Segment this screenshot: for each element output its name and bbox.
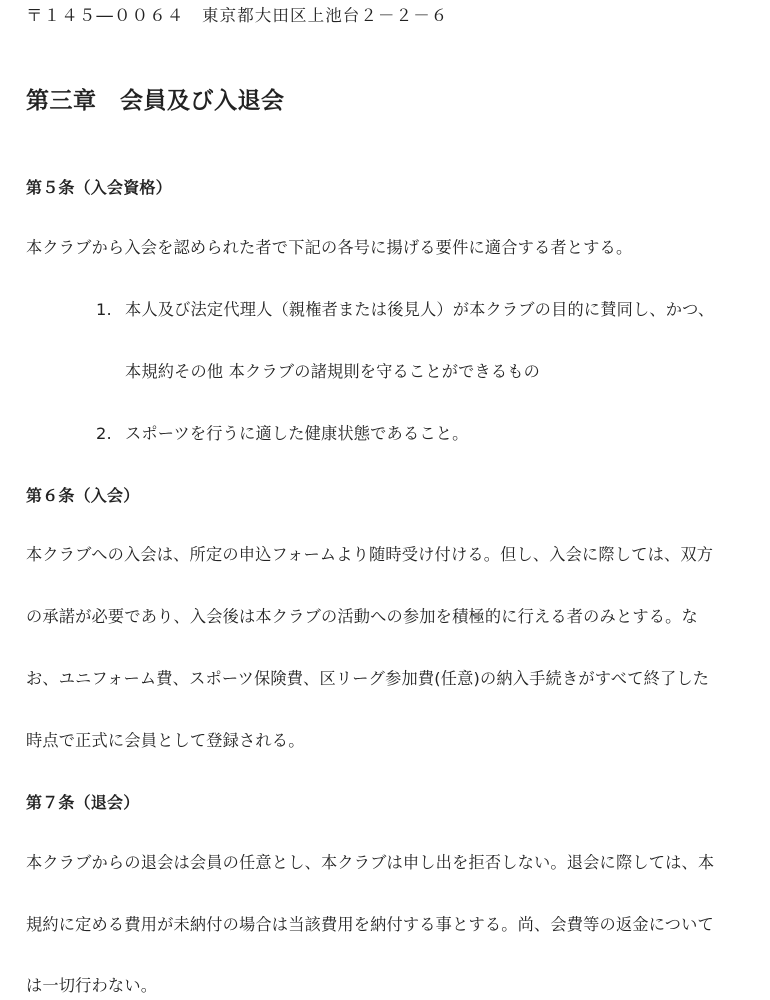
chapter-title: 第三章 会員及び入退会	[26, 88, 285, 114]
list-item-number: 2.	[96, 424, 112, 443]
article-7-line: は一切行わない。	[26, 976, 158, 995]
postal-address: 〒１４５―００６４ 東京都大田区上池台２－２－６	[26, 6, 449, 25]
article-7-heading: 第７条（退会）	[26, 793, 140, 812]
list-item-text: 本人及び法定代理人（親権者または後見人）が本クラブの目的に賛同し、かつ、	[125, 300, 715, 319]
list-item-text: スポーツを行うに適した健康状態であること。	[125, 424, 469, 443]
article-6-line: 本クラブへの入会は、所定の申込フォームより随時受け付ける。但し、入会に際しては、双方	[26, 545, 714, 564]
list-item-continuation: 本規約その他 本クラブの諸規則を守ることができるもの	[125, 362, 541, 381]
article-6-heading: 第６条（入会）	[26, 486, 140, 505]
list-item-number: 1.	[96, 300, 112, 319]
article-6-line: の承諾が必要であり、入会後は本クラブの活動への参加を積極的に行える者のみとする。な	[26, 607, 698, 626]
article-7-line: 規約に定める費用が未納付の場合は当該費用を納付する事とする。尚、会費等の返金について	[26, 915, 714, 934]
article-5-heading: 第５条（入会資格）	[26, 178, 172, 197]
article-6-line: お、ユニフォーム費、スポーツ保険費、区リーグ参加費(任意)の納入手続きがすべて終了した	[26, 669, 710, 688]
article-7-line: 本クラブからの退会は会員の任意とし、本クラブは申し出を拒否しない。退会に際しては、本	[26, 853, 715, 872]
article-5-intro: 本クラブから入会を認められた者で下記の各号に揚げる要件に適合する者とする。	[26, 238, 633, 257]
article-6-line: 時点で正式に会員として登録される。	[26, 731, 305, 750]
